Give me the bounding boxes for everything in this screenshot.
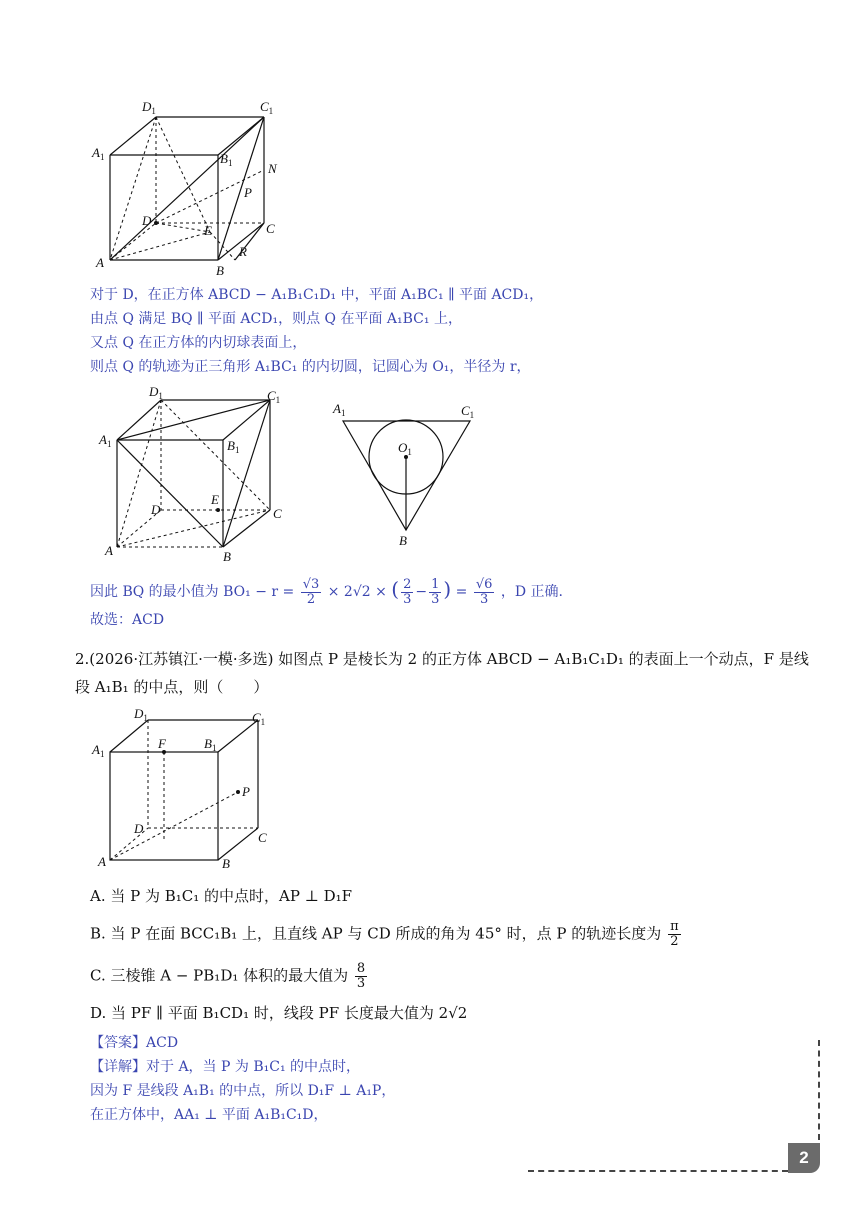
label-N: N <box>268 161 277 176</box>
figure-cube-1 <box>90 95 290 280</box>
label-B1: $B_1$ <box>204 736 217 753</box>
label-O1: $O_1$ <box>398 440 412 457</box>
label-A: A <box>98 854 106 869</box>
page-border-dashed-vertical <box>818 1040 820 1140</box>
label-D: D <box>142 213 152 228</box>
question-2-stem: 2.(2026·江苏镇江·一模·多选) 如图点 P 是棱长为 2 的正方体 ABCD − A₁B₁C₁D₁ 的表面上一个动点，F 是线段 A₁B₁ 的中点，则（ ） <box>75 650 809 696</box>
fraction-pi-over-2: $\frac{\pi}{2}$ <box>670 919 679 949</box>
label-D1: $D_1$ <box>149 384 163 401</box>
option-D: D. 当 PF ∥ 平面 B₁CD₁ 时，线段 PF 长度最大值为 2√2 <box>90 1004 468 1022</box>
fraction-1-over-3: $\frac{1}{3}$ <box>431 576 440 607</box>
page-border-dashed-horizontal <box>528 1170 788 1172</box>
label-A1: $A_1$ <box>333 401 346 418</box>
label-E: E <box>211 492 219 507</box>
label-A1: $A_1$ <box>92 742 105 759</box>
label-B1: $B_1$ <box>227 438 240 455</box>
label-C1: $C_1$ <box>461 403 475 420</box>
explanation-line-1: 【详解】对于 A，当 P 为 B₁C₁ 的中点时， <box>90 1059 361 1075</box>
label-B1: $B_1$ <box>220 151 233 168</box>
label-C: C <box>266 221 275 236</box>
label-P: P <box>242 784 250 799</box>
fraction-8-over-3: $\frac{8}{3}$ <box>356 961 366 991</box>
solution-line-2: 由点 Q 满足 BQ ∥ 平面 ACD₁，则点 Q 在平面 A₁BC₁ 上， <box>90 311 462 327</box>
label-A: A <box>105 543 113 558</box>
label-A1: $A_1$ <box>99 432 112 449</box>
label-B: B <box>399 533 407 548</box>
label-P: P <box>244 185 252 200</box>
solution-line-5: 因此 BQ 的最小值为 BO₁ − r = $\frac{√3}{2}$ × 2√2 × ( $\frac{2}{3}$ − $\frac{1}{3}$ ) = $\frac{√6}{3}$ ，D 正确. <box>90 576 563 607</box>
label-C: C <box>258 830 267 845</box>
option-A: A. 当 P 为 B₁C₁ 的中点时，AP ⊥ D₁F <box>90 887 353 905</box>
label-C1: $C_1$ <box>260 99 274 116</box>
solution-line-3: 又点 Q 在正方体的内切球表面上， <box>90 335 307 351</box>
label-A: A <box>96 255 104 270</box>
label-A1: $A_1$ <box>92 145 105 162</box>
figure-cube-3 <box>88 700 288 875</box>
explanation-line-2: 因为 F 是线段 A₁B₁ 的中点，所以 D₁F ⊥ A₁P， <box>90 1083 396 1099</box>
solution-line-4: 则点 Q 的轨迹为正三角形 A₁BC₁ 的内切圆，记圆心为 O₁，半径为 r， <box>90 359 531 375</box>
figure-cube-2 <box>95 380 295 565</box>
label-B: B <box>223 549 231 564</box>
label-R: R <box>239 244 247 259</box>
fraction-2-over-3: $\frac{2}{3}$ <box>403 576 412 607</box>
label-D: D <box>134 821 144 836</box>
label-D: D <box>151 502 161 517</box>
solution-answer-choice: 故选：ACD <box>90 612 165 628</box>
label-F: F <box>158 736 166 751</box>
answer-line: 【答案】ACD <box>90 1035 179 1051</box>
label-D1: $D_1$ <box>142 99 156 116</box>
fraction-sqrt3-over-2: $\frac{√3}{2}$ <box>302 576 320 607</box>
fraction-sqrt6-over-3: $\frac{√6}{3}$ <box>475 576 493 607</box>
label-B: B <box>216 263 224 278</box>
label-C: C <box>273 506 282 521</box>
figure-triangle-incircle <box>325 395 495 550</box>
explanation-line-3: 在正方体中，AA₁ ⊥ 平面 A₁B₁C₁D， <box>90 1107 328 1123</box>
label-D1: $D_1$ <box>134 706 148 723</box>
label-C1: $C_1$ <box>252 710 266 727</box>
label-E: E <box>204 223 212 238</box>
label-B: B <box>222 856 230 871</box>
option-C: C. 三棱锥 A − PB₁D₁ 体积的最大值为 $\frac{8}{3}$ <box>90 961 366 991</box>
label-C1: $C_1$ <box>267 388 281 405</box>
page-number: 2 <box>788 1143 820 1173</box>
option-B: B. 当 P 在面 BCC₁B₁ 上，且直线 AP 与 CD 所成的角为 45° 时，点 P 的轨迹长度为 $\frac{\pi}{2}$ <box>90 919 679 949</box>
solution-line-1: 对于 D，在正方体 ABCD − A₁B₁C₁D₁ 中，平面 A₁BC₁ ∥ 平面 ACD₁， <box>90 287 544 303</box>
